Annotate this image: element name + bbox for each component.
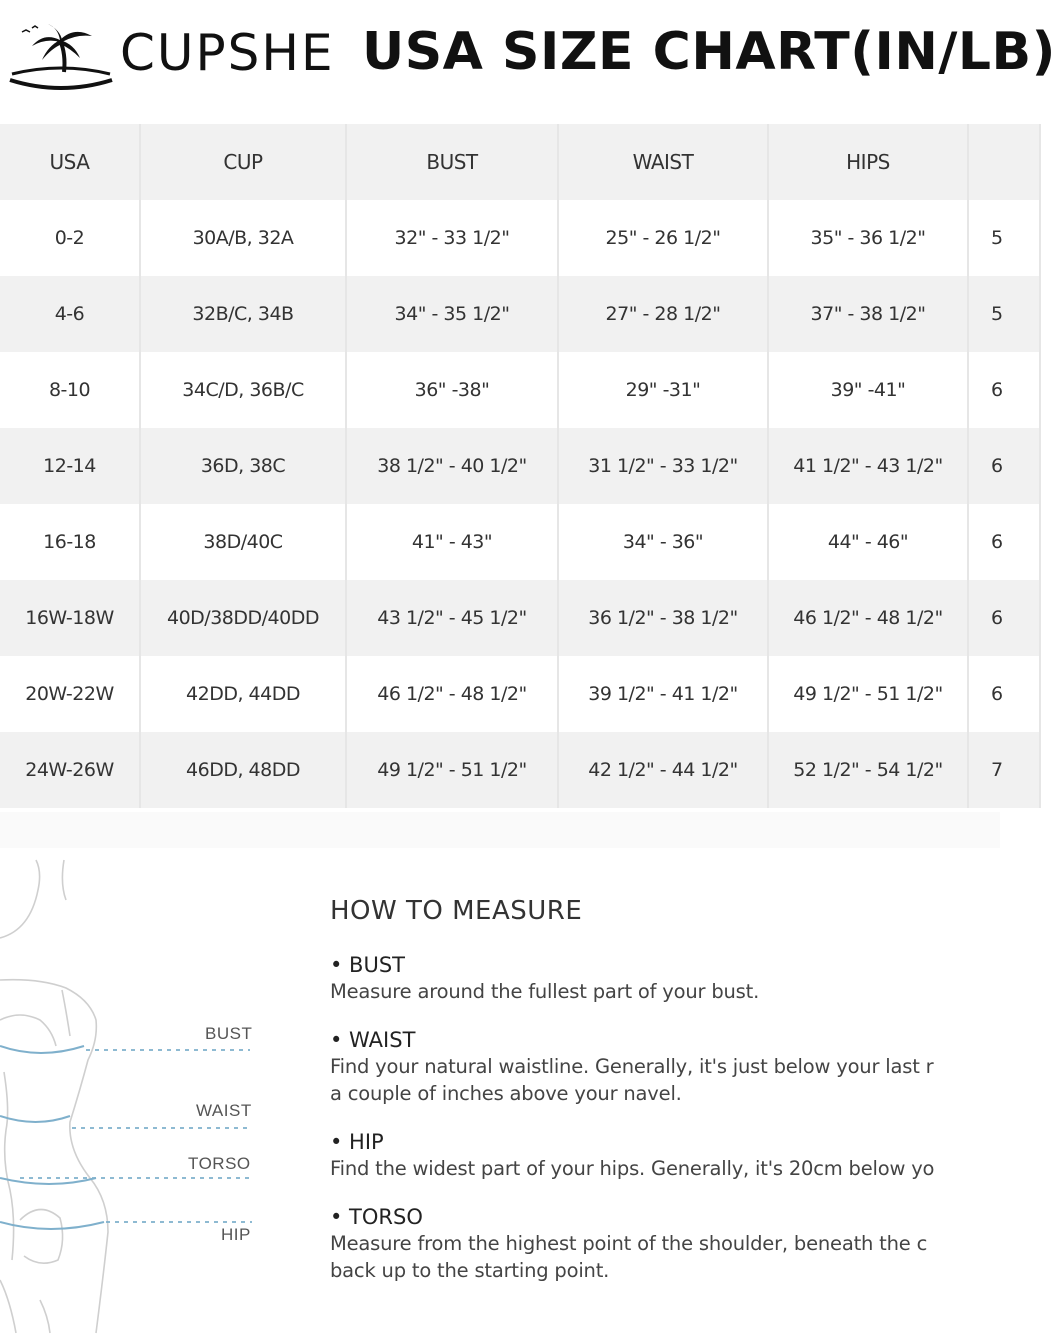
cell-hips: 37" - 38 1/2" <box>768 276 968 352</box>
measure-item-torso <box>330 1204 1030 1284</box>
table-row <box>0 200 1040 276</box>
column-header-waist: WAIST <box>558 124 768 200</box>
cell-cut-off: 6 <box>968 580 1040 656</box>
measure-item-title: • TORSO <box>330 1205 423 1229</box>
figure-label-hip: HIP <box>221 1225 251 1244</box>
cell-bust: 34" - 35 1/2" <box>346 276 558 352</box>
cell-cut-off: 7 <box>968 732 1040 808</box>
measure-item-title: • HIP <box>330 1130 384 1154</box>
measure-item-desc: back up to the starting point. <box>330 1259 610 1282</box>
measure-item-waist <box>330 1027 1030 1107</box>
measure-item-desc: Measure around the fullest part of your bust. <box>330 980 760 1003</box>
cell-usa: 12-14 <box>0 428 140 504</box>
body-outline-illustration <box>0 860 300 1333</box>
measure-item-title: • WAIST <box>330 1028 416 1052</box>
cell-cut-off: 6 <box>968 656 1040 732</box>
measure-item-desc: Find the widest part of your hips. Generally, it's 20cm below yo <box>330 1157 935 1180</box>
column-header-cup: CUP <box>140 124 346 200</box>
table-row <box>0 732 1040 808</box>
table-row <box>0 276 1040 352</box>
cell-hips: 35" - 36 1/2" <box>768 200 968 276</box>
cell-bust: 43 1/2" - 45 1/2" <box>346 580 558 656</box>
column-header-hips: HIPS <box>768 124 968 200</box>
measure-item-title: • BUST <box>330 953 405 977</box>
column-header-cut-off <box>968 124 1040 200</box>
section-divider <box>0 812 1000 848</box>
how-to-measure-heading: HOW TO MEASURE <box>330 896 583 926</box>
cell-cup: 32B/C, 34B <box>140 276 346 352</box>
cell-waist: 29" -31" <box>558 352 768 428</box>
cell-hips: 52 1/2" - 54 1/2" <box>768 732 968 808</box>
cell-cut-off: 6 <box>968 504 1040 580</box>
cell-hips: 41 1/2" - 43 1/2" <box>768 428 968 504</box>
cell-hips: 49 1/2" - 51 1/2" <box>768 656 968 732</box>
column-header-usa: USA <box>0 124 140 200</box>
cell-waist: 39 1/2" - 41 1/2" <box>558 656 768 732</box>
cell-cup: 40D/38DD/40DD <box>140 580 346 656</box>
cell-bust: 41" - 43" <box>346 504 558 580</box>
table-row <box>0 656 1040 732</box>
measure-item-desc: Find your natural waistline. Generally, it's just below your last r <box>330 1055 934 1078</box>
header <box>0 0 1056 110</box>
cell-usa: 16W-18W <box>0 580 140 656</box>
cell-usa: 4-6 <box>0 276 140 352</box>
measure-item-desc: a couple of inches above your navel. <box>330 1082 682 1105</box>
cell-waist: 27" - 28 1/2" <box>558 276 768 352</box>
page-title: USA SIZE CHART(IN/LB) <box>362 22 1056 82</box>
size-chart-table <box>0 124 1003 812</box>
cell-waist: 34" - 36" <box>558 504 768 580</box>
measure-item-hip <box>330 1129 1030 1182</box>
column-header-bust: BUST <box>346 124 558 200</box>
how-to-measure-section <box>330 896 1030 1306</box>
table-row <box>0 504 1040 580</box>
cell-cup: 36D, 38C <box>140 428 346 504</box>
cell-cut-off: 6 <box>968 428 1040 504</box>
cell-hips: 44" - 46" <box>768 504 968 580</box>
table-row <box>0 352 1040 428</box>
cell-waist: 36 1/2" - 38 1/2" <box>558 580 768 656</box>
cell-bust: 36" -38" <box>346 352 558 428</box>
cell-cup: 46DD, 48DD <box>140 732 346 808</box>
brand-name: CUPSHE <box>120 24 335 82</box>
figure-label-torso: TORSO <box>188 1154 251 1173</box>
body-figure <box>0 860 300 1333</box>
cell-waist: 25" - 26 1/2" <box>558 200 768 276</box>
cell-hips: 39" -41" <box>768 352 968 428</box>
cell-bust: 49 1/2" - 51 1/2" <box>346 732 558 808</box>
cell-cut-off: 5 <box>968 200 1040 276</box>
cell-cut-off: 6 <box>968 352 1040 428</box>
table-row <box>0 428 1040 504</box>
figure-label-bust: BUST <box>205 1024 253 1043</box>
cell-cup: 38D/40C <box>140 504 346 580</box>
cell-hips: 46 1/2" - 48 1/2" <box>768 580 968 656</box>
table-row <box>0 580 1040 656</box>
cell-bust: 38 1/2" - 40 1/2" <box>346 428 558 504</box>
cell-usa: 8-10 <box>0 352 140 428</box>
cell-usa: 16-18 <box>0 504 140 580</box>
cell-usa: 0-2 <box>0 200 140 276</box>
cell-bust: 32" - 33 1/2" <box>346 200 558 276</box>
figure-label-waist: WAIST <box>196 1101 252 1120</box>
cell-waist: 42 1/2" - 44 1/2" <box>558 732 768 808</box>
cell-usa: 20W-22W <box>0 656 140 732</box>
cell-cup: 34C/D, 36B/C <box>140 352 346 428</box>
cupshe-palm-logo-icon <box>8 22 114 94</box>
cell-cup: 30A/B, 32A <box>140 200 346 276</box>
cell-bust: 46 1/2" - 48 1/2" <box>346 656 558 732</box>
cell-usa: 24W-26W <box>0 732 140 808</box>
table-header-row <box>0 124 1040 200</box>
measure-item-desc: Measure from the highest point of the shoulder, beneath the c <box>330 1232 928 1255</box>
cell-waist: 31 1/2" - 33 1/2" <box>558 428 768 504</box>
measure-item-bust <box>330 952 1030 1005</box>
cell-cut-off: 5 <box>968 276 1040 352</box>
cell-cup: 42DD, 44DD <box>140 656 346 732</box>
